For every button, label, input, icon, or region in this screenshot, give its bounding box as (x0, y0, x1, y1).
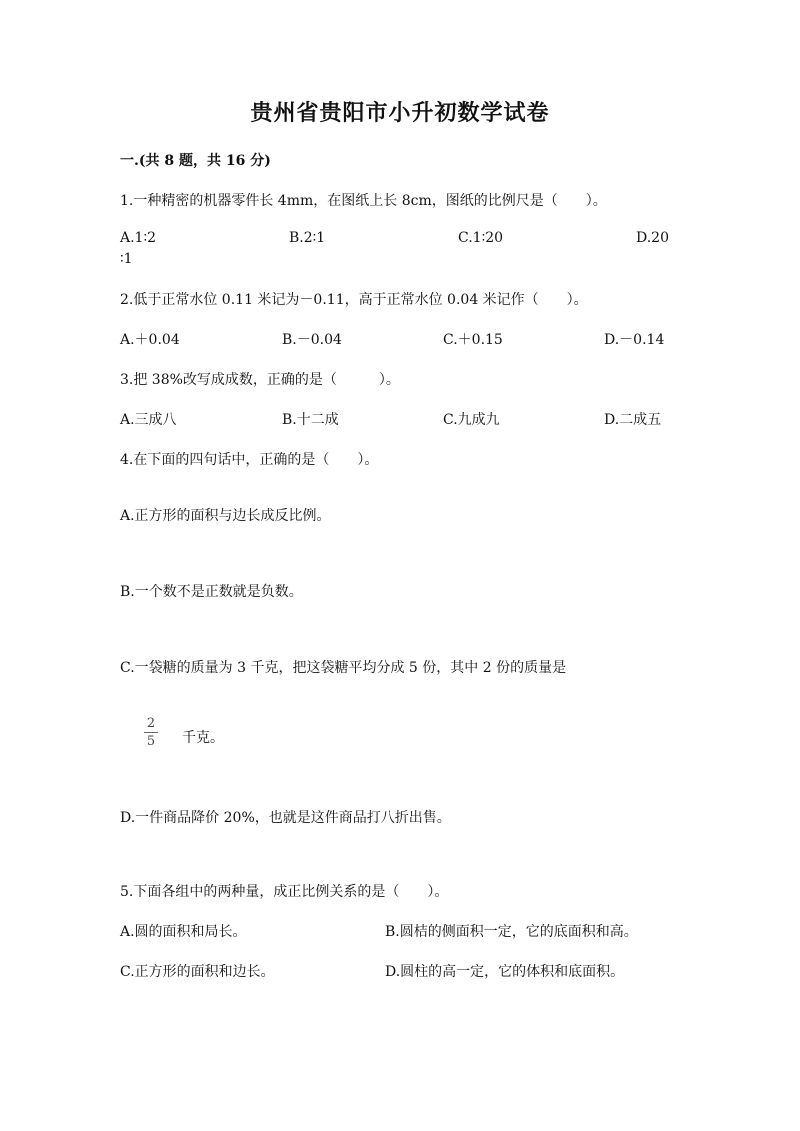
question-3-option-a: A.三成八 (120, 412, 177, 428)
question-5-option-a: A.圆的面积和局长。 (120, 924, 247, 940)
question-2-stem: 2.低于正常水位 0.11 米记为－0.11，高于正常水位 0.04 米记作（ ）。 (120, 292, 588, 308)
question-3-option-c: C.九成九 (443, 412, 500, 428)
question-5-option-d: D.圆柱的高一定，它的体积和底面积。 (385, 964, 625, 980)
question-2-option-c: C.＋0.15 (443, 332, 503, 348)
question-1-option-d-continued: ∶1 (120, 251, 133, 267)
question-4-option-b: B.一个数不是正数就是负数。 (120, 584, 303, 600)
question-1-option-c: C.1∶20 (458, 230, 504, 246)
section-heading: 一.(共 8 题，共 16 分) (120, 153, 271, 169)
question-2-option-d: D.－0.14 (604, 332, 665, 348)
question-4-option-c: C.一袋糖的质量为 3 千克，把这袋糖平均分成 5 份，其中 2 份的质量是 (120, 660, 567, 676)
question-4-option-c-unit: 千克。 (182, 730, 224, 746)
fraction-numerator: 2 (146, 716, 156, 731)
question-5-option-b: B.圆桔的侧面积一定，它的底面积和高。 (385, 924, 638, 940)
question-3-option-b: B.十二成 (282, 412, 339, 428)
question-1-stem: 1.一种精密的机器零件长 4mm，在图纸上长 8cm，图纸的比例尺是（ ）。 (120, 193, 607, 209)
question-3-option-d: D.二成五 (604, 412, 662, 428)
question-1-option-b: B.2∶1 (289, 230, 326, 246)
fraction-bar (144, 732, 158, 733)
page-title: 贵州省贵阳市小升初数学试卷 (250, 100, 550, 126)
question-1-option-d: D.20 (636, 230, 669, 246)
question-5-option-c: C.正方形的面积和边长。 (120, 964, 275, 980)
question-5-stem: 5.下面各组中的两种量，成正比例关系的是（ ）。 (120, 884, 449, 900)
question-4-stem: 4.在下面的四句话中，正确的是（ ）。 (120, 452, 379, 468)
question-4-option-d: D.一件商品降价 20%，也就是这件商品打八折出售。 (120, 810, 451, 826)
fraction-two-fifths (144, 716, 158, 749)
question-2-option-a: A.＋0.04 (120, 332, 180, 348)
question-3-stem: 3.把 38%改写成成数，正确的是（ ）。 (120, 372, 400, 388)
question-4-option-a: A.正方形的面积与边长成反比例。 (120, 508, 331, 524)
question-1-option-a: A.1∶2 (120, 230, 157, 246)
fraction-denominator: 5 (146, 734, 156, 749)
question-2-option-b: B.－0.04 (282, 332, 342, 348)
